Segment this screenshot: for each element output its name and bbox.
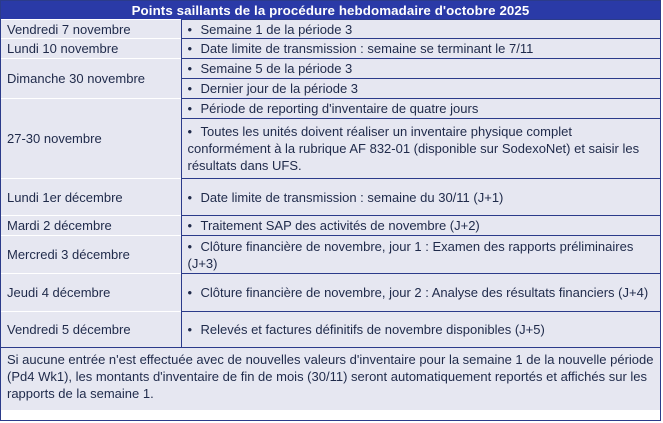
table-row bbox=[1, 99, 660, 119]
footer-row bbox=[1, 348, 660, 410]
bullet-icon: • bbox=[187, 189, 193, 205]
bullet-icon: • bbox=[187, 238, 193, 254]
row-date: Mardi 2 décembre bbox=[1, 216, 181, 236]
row-item: • Période de reporting d'inventaire de quatre jours bbox=[181, 99, 660, 119]
footer-note: Si aucune entrée n'est effectuée avec de nouvelles valeurs d'inventaire pour la semaine 1 de la nouvelle période (Pd4 Wk1), les montants d'inventaire de fin de mois (30/11) seront automatiquement reportés et affichés sur les rapports de la semaine 1. bbox=[1, 348, 660, 410]
row-item: • Semaine 1 de la période 3 bbox=[181, 20, 660, 39]
table-row bbox=[1, 179, 660, 216]
row-item: • Dernier jour de la période 3 bbox=[181, 79, 660, 99]
row-date: Jeudi 4 décembre bbox=[1, 274, 181, 312]
row-date: Lundi 1er décembre bbox=[1, 179, 181, 216]
row-item: • Date limite de transmission : semaine du 30/11 (J+1) bbox=[181, 179, 660, 216]
row-item: • Semaine 5 de la période 3 bbox=[181, 59, 660, 79]
table-row bbox=[1, 274, 660, 312]
table-row bbox=[1, 236, 660, 274]
bullet-icon: • bbox=[187, 21, 193, 37]
bullet-icon: • bbox=[187, 218, 193, 233]
row-date: Lundi 10 novembre bbox=[1, 39, 181, 59]
row-item: • Toutes les unités doivent réaliser un inventaire physique complet conformément à la rubrique AF 832-01 (disponible sur SodexoNet) et saisir les résultats dans UFS. bbox=[181, 119, 660, 179]
bullet-icon: • bbox=[187, 124, 193, 139]
row-date: Mercredi 3 décembre bbox=[1, 236, 181, 274]
table-row bbox=[1, 216, 660, 236]
table-row bbox=[1, 39, 660, 59]
row-date: Dimanche 30 novembre bbox=[1, 59, 181, 99]
row-date: Vendredi 5 décembre bbox=[1, 312, 181, 348]
bullet-icon: • bbox=[187, 81, 193, 96]
row-date: Vendredi 7 novembre bbox=[1, 20, 181, 39]
table-row bbox=[1, 59, 660, 79]
bullet-icon: • bbox=[187, 101, 193, 116]
bullet-icon: • bbox=[187, 322, 193, 337]
row-item: • Traitement SAP des activités de novembre (J+2) bbox=[181, 216, 660, 236]
procedure-table bbox=[1, 1, 660, 410]
table-title-row bbox=[1, 1, 660, 20]
row-item: • Relevés et factures définitifs de novembre disponibles (J+5) bbox=[181, 312, 660, 348]
bullet-icon: • bbox=[187, 285, 193, 300]
bullet-icon: • bbox=[187, 61, 193, 76]
row-item: • Clôture financière de novembre, jour 1 : Examen des rapports préliminaires (J+3) bbox=[181, 236, 660, 274]
row-item: • Date limite de transmission : semaine se terminant le 7/11 bbox=[181, 39, 660, 59]
table-row bbox=[1, 312, 660, 348]
row-date: 27-30 novembre bbox=[1, 99, 181, 179]
bullet-icon: • bbox=[187, 41, 193, 56]
row-item: • Clôture financière de novembre, jour 2 : Analyse des résultats financiers (J+4) bbox=[181, 274, 660, 312]
table-row bbox=[1, 20, 660, 39]
table-title: Points saillants de la procédure hebdomadaire d'octobre 2025 bbox=[1, 1, 660, 20]
